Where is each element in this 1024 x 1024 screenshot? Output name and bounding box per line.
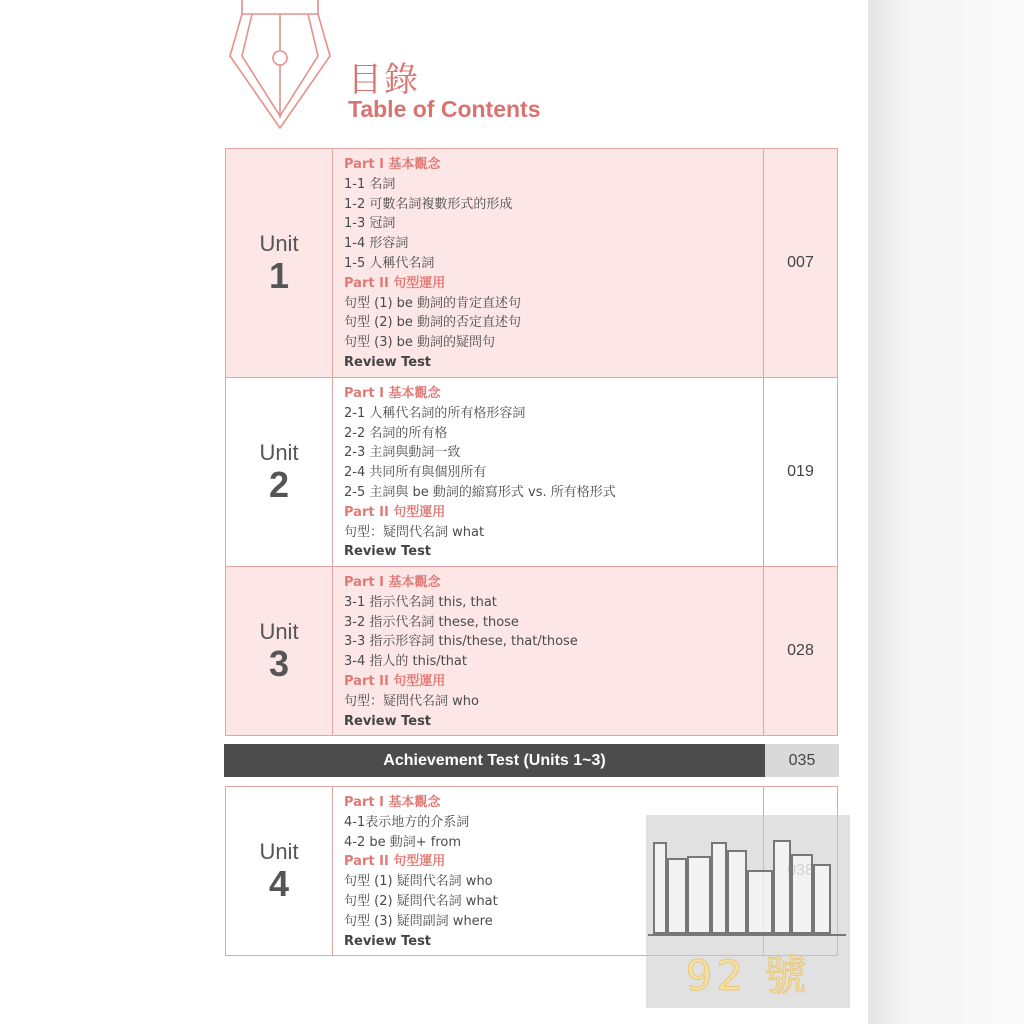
unit-word: Unit [259,440,299,465]
toc-entry: 句型 (3) 疑問副詞 where [344,913,493,929]
toc-entry: 句型：疑問代名詞 who [344,693,479,709]
unit-label-cell [226,567,333,735]
unit-contents [332,378,764,566]
review-test-entry: Review Test [344,933,432,949]
unit-number: 2 [268,464,290,505]
toc-entry: 3-3 指示形容詞 this/these, that/those [344,634,578,650]
toc-entry: 2-5 主詞與 be 動詞的縮寫形式 vs. 所有格形式 [344,484,616,500]
unit-contents [332,149,764,377]
toc-entry: 2-1 人稱代名詞的所有格形容詞 [344,405,526,421]
watermark-text: 92 號 [685,951,811,1000]
toc-entry: 2-4 共同所有與個別所有 [344,465,487,481]
unit-word: Unit [259,839,299,864]
toc-entry: 句型 (2) be 動詞的否定直述句 [344,315,522,331]
section-heading: Part I 基本觀念 [344,157,441,172]
achievement-test-label: Achievement Test (Units 1~3) [224,744,765,777]
toc-entry: 1-3 冠詞 [344,216,396,232]
section-heading: Part I 基本觀念 [344,795,441,810]
toc-entry: 1-2 可數名詞複數形式的形成 [344,196,513,212]
section-heading: Part II 句型運用 [344,854,446,870]
unit-row-1 [225,148,838,378]
toc-entry: 句型 (1) be 動詞的肯定直述句 [344,295,522,311]
toc-entry: 2-3 主詞與動詞一致 [344,445,461,461]
page-title-english: Table of Contents [348,96,541,122]
unit-row-2 [225,377,838,567]
unit-word: Unit [259,231,299,256]
unit-row-3 [225,566,838,736]
toc-entry: 1-1 名詞 [344,176,396,192]
toc-entry: 句型 (1) 疑問代名詞 who [344,874,493,890]
section-heading: Part I 基本觀念 [344,386,441,401]
section-heading: Part I 基本觀念 [344,575,441,590]
unit-number: 4 [268,863,290,904]
unit-word: Unit [259,619,299,644]
unit-label-cell [226,787,333,955]
fountain-pen-nib-icon [228,0,332,132]
toc-entry: 句型 (2) 疑問代名詞 what [344,893,498,909]
toc-entry: 3-4 指人的 this/that [344,654,467,670]
toc-entry: 4-1表示地方的介系詞 [344,814,470,830]
achievement-test-page: 035 [765,744,839,777]
unit-label-cell [226,378,333,566]
page-title-chinese: 目錄 [348,60,420,100]
toc-entry: 1-5 人稱代名詞 [344,255,435,271]
toc-entry: 3-2 指示代名詞 these, those [344,614,519,630]
toc-entry: 句型：疑問代名詞 what [344,524,485,540]
page-number: 019 [787,463,814,480]
review-test-entry: Review Test [344,713,432,729]
toc-entry: 句型 (3) be 動詞的疑問句 [344,335,496,351]
unit-label-cell [226,149,333,377]
toc-entry: 1-4 形容詞 [344,236,409,252]
page-number: 028 [787,642,814,659]
unit-contents [332,567,764,735]
section-heading: Part II 句型運用 [344,673,446,689]
toc-entry: 4-2 be 動詞+ from [344,834,462,850]
page-number: 007 [787,254,814,271]
section-heading: Part II 句型運用 [344,275,446,291]
toc-entry: 3-1 指示代名詞 this, that [344,594,497,610]
unit-number: 1 [268,255,290,296]
review-test-entry: Review Test [344,354,432,370]
review-test-entry: Review Test [344,544,432,560]
unit-number: 3 [268,643,290,684]
page-edge-shadow [868,0,1024,1024]
toc-entry: 2-2 名詞的所有格 [344,425,448,441]
achievement-test-bar [224,744,839,777]
watermark [646,815,850,1008]
section-heading: Part II 句型運用 [344,504,446,520]
